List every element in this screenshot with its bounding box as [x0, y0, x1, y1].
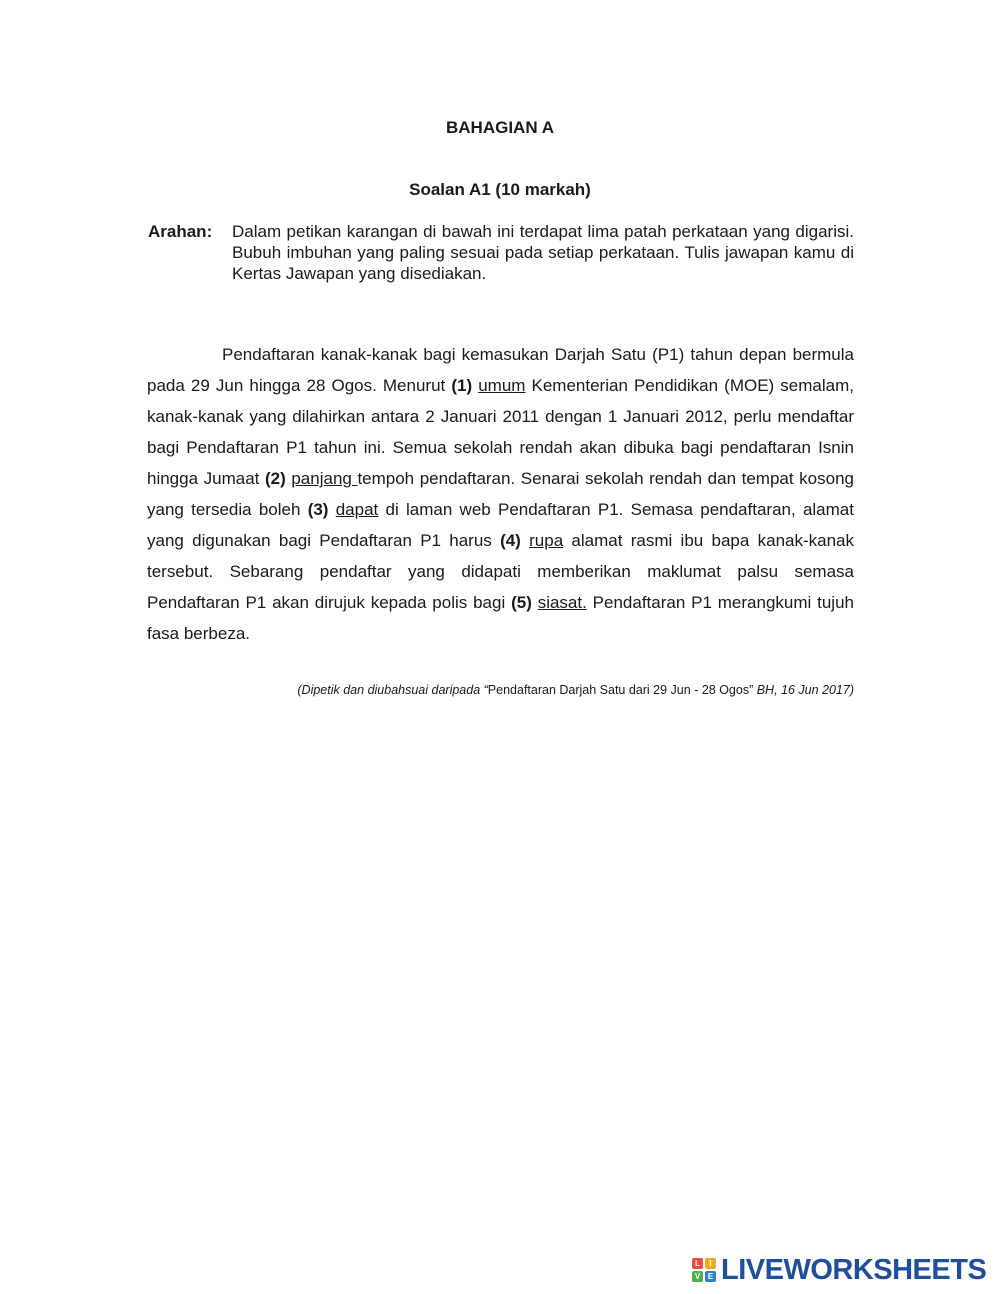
- underlined-word-3: dapat: [335, 500, 379, 519]
- underlined-word-2: panjang: [291, 469, 358, 488]
- passage-text: alamat rasmi ibu bapa kanak-kanak tersebut. Sebarang pendaftar yang didapati memberikan maklumat palsu semasa Pendaftaran P1 akan dirujuk kepada polis bagi: [147, 531, 854, 612]
- section-title: BAHAGIAN A: [446, 118, 554, 137]
- citation-suffix: BH, 16 Jun 2017): [753, 683, 854, 697]
- question-title: Soalan A1 (10 markah): [409, 180, 591, 199]
- blank-number-5: (5): [511, 593, 532, 612]
- passage: [147, 339, 854, 649]
- underlined-word-1: umum: [478, 376, 526, 395]
- logo-blocks-icon: [692, 1258, 716, 1282]
- instruction: [148, 221, 854, 284]
- instruction-label: Arahan:: [148, 222, 213, 241]
- logo-block: I: [705, 1258, 716, 1269]
- passage-text: tempoh pendaftaran. Senarai sekolah rendah dan tempat kosong yang tersedia boleh: [147, 469, 854, 519]
- liveworksheets-logo[interactable]: [692, 1252, 986, 1288]
- passage-text: Pendaftaran P1 merangkumi tujuh fasa berbeza.: [147, 593, 854, 643]
- instruction-text: Dalam petikan karangan di bawah ini terdapat lima patah perkataan yang digarisi. Bubuh imbuhan yang paling sesuai pada setiap perkataan. Tulis jawapan kamu di Kertas Jawapan yang disediakan.: [232, 222, 854, 283]
- logo-block: V: [692, 1271, 703, 1282]
- citation: [297, 683, 854, 697]
- blank-number-1: (1): [451, 376, 473, 395]
- logo-block: L: [692, 1258, 703, 1269]
- citation-title: Pendaftaran Darjah Satu dari 29 Jun - 28 Ogos”: [487, 683, 754, 697]
- citation-prefix: (Dipetik dan diubahsuai daripada “: [297, 683, 488, 697]
- underlined-word-4: rupa: [529, 531, 564, 550]
- logo-text: LIVEWORKSHEETS: [721, 1253, 987, 1286]
- blank-number-4: (4): [500, 531, 521, 550]
- passage-text: Kementerian Pendidikan (MOE) semalam, kanak-kanak yang dilahirkan antara 2 Januari 2011 dengan 1 Januari 2012, perlu mendaftar bagi Pendaftaran P1 tahun ini. Semua sekolah rendah akan dibuka bagi pendaftaran Isnin hingga Jumaat: [147, 376, 854, 488]
- blank-number-2: (2): [264, 469, 286, 488]
- blank-number-3: (3): [307, 500, 329, 519]
- passage-text: Pendaftaran kanak-kanak bagi kemasukan Darjah Satu (P1) tahun depan bermula pada 29 Jun hingga 28 Ogos. Menurut: [147, 345, 854, 395]
- passage-text: di laman web Pendaftaran P1. Semasa pendaftaran, alamat yang digunakan bagi Pendaftaran P1 harus: [147, 500, 854, 550]
- underlined-word-5: siasat.: [537, 593, 587, 612]
- logo-block: E: [705, 1271, 716, 1282]
